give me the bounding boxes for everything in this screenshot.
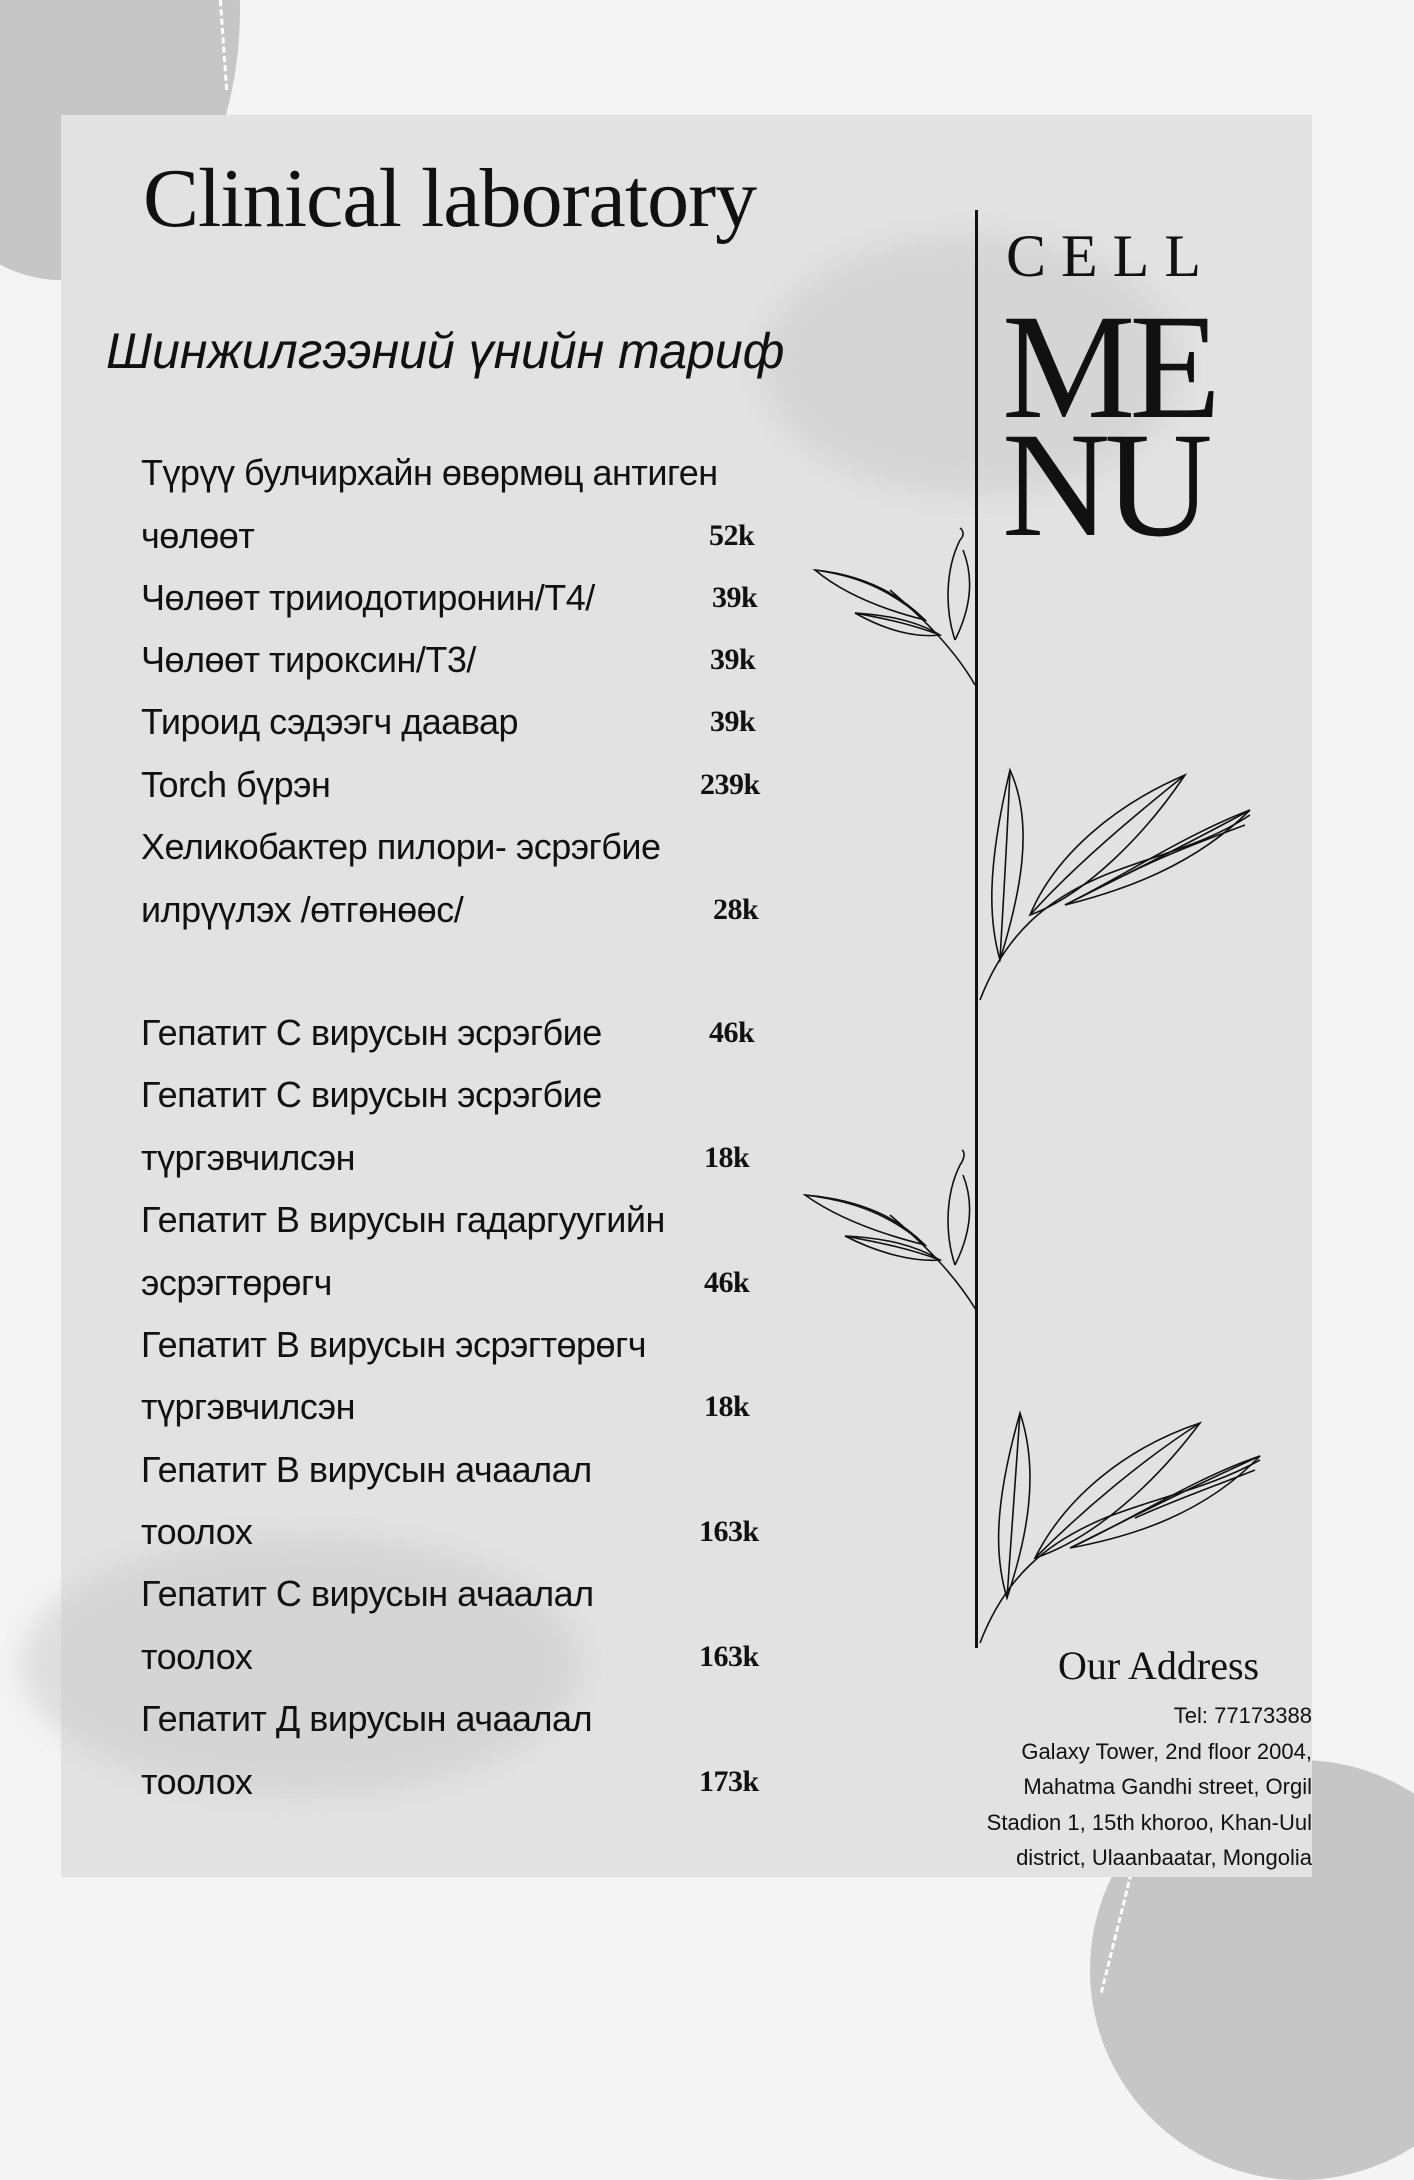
address-block bbox=[892, 1698, 1312, 1876]
leaf-sprig-icon bbox=[800, 1130, 980, 1315]
item-name: тоолох bbox=[141, 1511, 253, 1552]
item-name: илрүүлэх /өтгөнөөс/ bbox=[141, 889, 464, 930]
item-name: тоолох bbox=[141, 1636, 253, 1677]
item-price: 39k bbox=[712, 581, 758, 614]
item-price: 239k bbox=[700, 768, 760, 801]
leaf-sprig-icon bbox=[805, 510, 980, 690]
item-name: Гепатит C вирусын эсрэгбие bbox=[141, 1074, 602, 1115]
item-price: 46k bbox=[709, 1016, 755, 1049]
item-name: Гепатит В вирусын ачаалал bbox=[141, 1449, 592, 1490]
address-line: Tel: 77173388 bbox=[1173, 1703, 1312, 1728]
item-price: 18k bbox=[704, 1390, 750, 1423]
item-price: 18k bbox=[704, 1141, 750, 1174]
address-title: Our Address bbox=[1058, 1643, 1260, 1688]
page-title: Clinical laboratory bbox=[143, 152, 757, 245]
brand-menu bbox=[1002, 284, 1215, 568]
item-price: 173k bbox=[699, 1765, 759, 1798]
item-name: түргэвчилсэн bbox=[141, 1137, 356, 1178]
address-line: Mahatma Gandhi street, Orgil bbox=[1023, 1774, 1312, 1799]
page-subtitle: Шинжилгээний үнийн тариф bbox=[106, 323, 785, 379]
item-name: Гепатит В вирусын эсрэгтөрөгч bbox=[141, 1324, 646, 1365]
item-price: 163k bbox=[699, 1515, 759, 1548]
item-name: тоолох bbox=[141, 1761, 253, 1802]
item-name: Хеликобактер пилори- эсрэгбие bbox=[141, 826, 661, 867]
address-line: district, Ulaanbaatar, Mongolia bbox=[1016, 1845, 1312, 1870]
item-name: Гепатит C вирусын эсрэгбие bbox=[141, 1012, 602, 1053]
item-price: 39k bbox=[710, 705, 756, 738]
item-name: Гепатит B вирусын гадаргуугийн bbox=[141, 1199, 665, 1240]
item-name: Чөлөөт тироксин/T3/ bbox=[141, 639, 476, 680]
address-line: Stadion 1, 15th khoroo, Khan-Uul bbox=[986, 1809, 1312, 1835]
item-name: Чөлөөт трииодотиронин/T4/ bbox=[141, 577, 595, 618]
item-price: 52k bbox=[709, 519, 755, 552]
item-name: чөлөөт bbox=[141, 515, 255, 556]
item-name: Тироид сэдээгч даавар bbox=[141, 701, 519, 742]
address-line: Galaxy Tower, 2nd floor 2004, bbox=[1021, 1738, 1312, 1764]
item-price: 163k bbox=[699, 1640, 759, 1673]
item-name: Torch бүрэн bbox=[141, 764, 331, 805]
item-name: Гепатит Д вирусын ачаалал bbox=[141, 1698, 593, 1739]
brand-cell: CELL bbox=[1006, 223, 1216, 289]
brand-menu-line: NU bbox=[1002, 402, 1207, 568]
item-name: түргэвчилсэн bbox=[141, 1386, 356, 1427]
item-price: 46k bbox=[704, 1266, 750, 1299]
item-price: 39k bbox=[710, 643, 756, 676]
item-price: 28k bbox=[713, 893, 759, 926]
brand-menu-line: ME bbox=[1002, 284, 1215, 450]
leaf-branch-icon bbox=[975, 765, 1255, 1005]
item-name: Түрүү булчирхайн өвөрмөц антиген bbox=[141, 452, 718, 493]
item-name: Гепатит С вирусын ачаалал bbox=[141, 1573, 594, 1614]
leaf-branch-icon bbox=[975, 1408, 1265, 1648]
item-name: эсрэгтөрөгч bbox=[141, 1262, 332, 1303]
